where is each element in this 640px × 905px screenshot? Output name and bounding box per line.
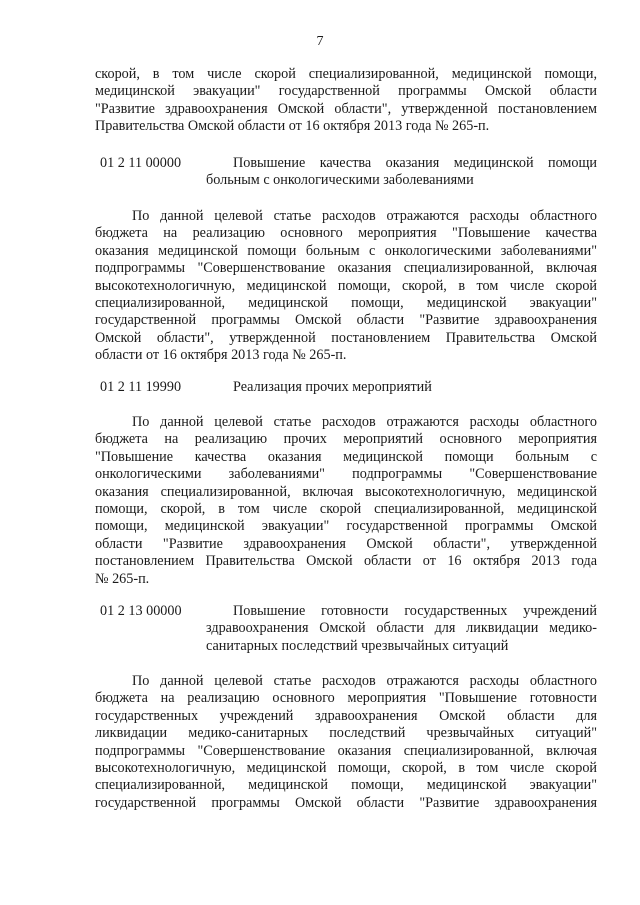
text-line: подпрограммы "Совершенствование оказания специализированной, включая	[95, 260, 597, 277]
heading-line: Повышение качества оказания медицинской помощи	[233, 155, 597, 171]
page-number: 7	[316, 34, 324, 49]
text-line: оказания специализированной, включая высокотехнологичную, медицинской	[95, 483, 597, 500]
text-line: государственной программы Омской области "Развитие здравоохранения	[95, 312, 597, 329]
section-heading-2	[100, 379, 597, 396]
heading-line: здравоохранения Омской области для ликвидации медико-	[206, 620, 597, 637]
text-line: бюджета на реализацию основного мероприятия "Повышение готовности	[95, 690, 597, 707]
text-line: специализированной, медицинской помощи, медицинской эвакуации"	[95, 777, 597, 794]
text-line: ликвидации медико-санитарных последствий чрезвычайных ситуаций"	[95, 725, 597, 742]
text-line: государственной программы Омской области "Развитие здравоохранения	[95, 794, 597, 811]
text-line: специализированной, медицинской помощи, медицинской эвакуации"	[95, 295, 597, 312]
section-heading-1	[100, 155, 597, 190]
text-line: бюджета на реализацию основного мероприятия "Повышение качества	[95, 225, 597, 242]
text-line: бюджета на реализацию прочих мероприятий основного мероприятия	[95, 431, 597, 448]
text-line: По данной целевой статье расходов отражаются расходы областного	[132, 673, 597, 689]
text-line: области "Развитие здравоохранения Омской области", утвержденной	[95, 535, 597, 552]
text-line: скорой, в том числе скорой специализированной, медицинской помощи,	[95, 66, 597, 82]
text-line: помощи, медицинской эвакуации" государственной программы Омской	[95, 518, 597, 535]
text-line: помощи, скорой, в том числе скорой специализированной, медицинской	[95, 501, 597, 518]
heading-line: Повышение готовности государственных учреждений	[233, 603, 597, 619]
text-line: № 265-п.	[95, 570, 150, 587]
text-line: онкологическими заболеваниями" подпрограммы "Совершенствование	[95, 466, 597, 483]
text-line: "Повышение качества оказания медицинской помощи больным с	[95, 448, 597, 465]
text-line: высокотехнологичную, медицинской помощи, скорой, в том числе скорой	[95, 760, 597, 777]
text-line: оказания медицинской помощи больным с онкологическими заболеваниями"	[95, 242, 597, 259]
text-line: По данной целевой статье расходов отражаются расходы областного	[132, 414, 597, 430]
text-line: Омской области", утвержденной постановлением Правительства Омской	[95, 329, 597, 346]
text-line: государственных учреждений здравоохранения Омской области для	[95, 707, 597, 724]
heading-line: больным с онкологическими заболеваниями	[206, 172, 474, 189]
heading-title	[206, 155, 597, 190]
heading-line: санитарных последствий чрезвычайных ситуаций	[206, 637, 509, 654]
section-heading-3	[100, 603, 597, 655]
text-line: По данной целевой статье расходов отражаются расходы областного	[132, 208, 597, 224]
heading-title	[206, 603, 597, 655]
intro-paragraph	[95, 66, 597, 136]
text-line: "Развитие здравоохранения Омской области", утвержденной постановлением	[95, 100, 597, 117]
text-line: Правительства Омской области от 16 октября 2013 года № 265-п.	[95, 118, 490, 135]
budget-code: 01 2 13 00000	[100, 603, 182, 619]
budget-code: 01 2 11 00000	[100, 155, 182, 171]
budget-code: 01 2 11 19990	[100, 379, 182, 395]
text-line: области от 16 октября 2013 года № 265-п.	[95, 347, 347, 364]
paragraph-3	[95, 673, 597, 812]
heading-line: Реализация прочих мероприятий	[233, 379, 432, 395]
paragraph-2	[95, 414, 597, 588]
paragraph-1	[95, 208, 597, 365]
text-line: высокотехнологичную, медицинской помощи, скорой, в том числе скорой	[95, 277, 597, 294]
text-line: медицинской эвакуации" государственной программы Омской области	[95, 83, 597, 100]
text-line: постановлением Правительства Омской области от 16 октября 2013 года	[95, 553, 597, 570]
text-line: подпрограммы "Совершенствование оказания специализированной, включая	[95, 742, 597, 759]
